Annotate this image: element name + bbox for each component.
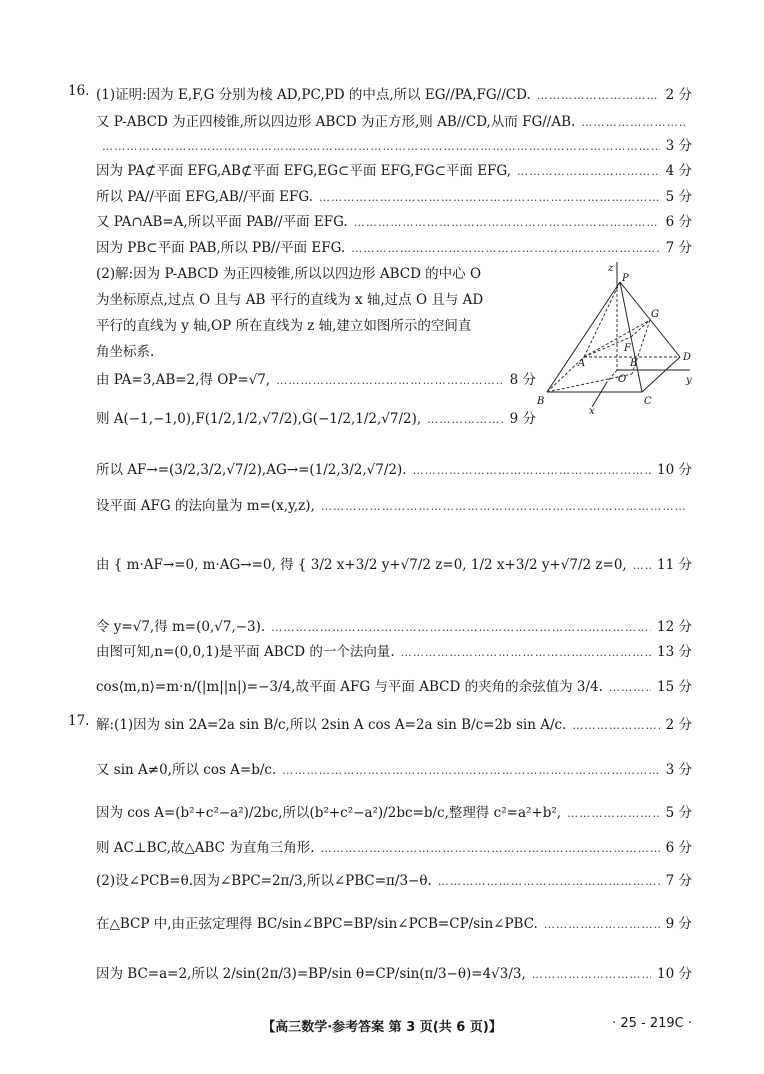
line-text: 则 A(−1,−1,0),F(1/2,1/2,√7/2),G(−1/2,1/2,√7/2), (96, 411, 422, 427)
line-text: 角坐标系. (96, 344, 155, 360)
line-text: cos⟨m,n⟩=m·n/(|m||n|)=−3/4,故平面 AFG 与平面 ABCD 的夹角的余弦值为 3/4. (96, 679, 603, 695)
page-footer (0, 1016, 764, 1038)
answer-line (96, 640, 692, 660)
answer-line (96, 110, 692, 130)
score: 10 分 (657, 462, 692, 478)
score: 7 分 (665, 873, 692, 889)
answer-line (96, 675, 692, 695)
label-C: C (644, 396, 652, 407)
line-text: 设平面 AFG 的法向量为 m=(x,y,z), (96, 498, 315, 514)
line-text: 由 PA=3,AB=2,得 OP=√7, (96, 372, 271, 388)
answer-line (96, 912, 692, 932)
answer-line (96, 713, 692, 733)
line-text: 由图可知,n=(0,0,1)是平面 ABCD 的一个法向量. (96, 644, 395, 660)
label-O: O (618, 374, 627, 385)
score: 2 分 (665, 717, 692, 733)
problem-16-number: 16. (68, 83, 90, 99)
answer-line (96, 314, 536, 334)
line-text: 为坐标原点,过点 O 且与 AB 平行的直线为 x 轴,过点 O 且与 AD (96, 292, 484, 308)
line-text: 因为 PA⊄平面 EFG,AB⊄平面 EFG,EG⊂平面 EFG,FG⊂平面 EFG, (96, 163, 512, 179)
label-y: y (686, 375, 692, 386)
line-text: 解:(1)因为 sin 2A=2a sin B/c,所以 2sin A cos A=2a sin B/c=2b sin A/c. (96, 717, 567, 733)
answer-line (96, 288, 536, 308)
answer-line (96, 458, 692, 478)
score: 5 分 (665, 805, 692, 821)
score: 13 分 (657, 644, 692, 660)
problem-17-number: 17. (68, 713, 90, 729)
answer-line (96, 262, 536, 282)
line-text: 令 y=√7,得 m=(0,√7,−3). (96, 619, 266, 635)
line-text: 由 { m·AF→=0, m·AG→=0, 得 { 3/2 x+3/2 y+√7/2 z=0, 1/2 x+3/2 y+√7/2 z=0, (96, 557, 627, 573)
answer-line (96, 962, 692, 982)
score: 10 分 (657, 966, 692, 982)
line-text: 在△BCP 中,由正弦定理得 BC/sin∠BPC=BP/sin∠PCB=CP/sin∠PBC. (96, 916, 538, 932)
label-P: P (622, 273, 629, 284)
score: 5 分 (665, 189, 692, 205)
score: 11 分 (657, 557, 692, 573)
score: 6 分 (665, 840, 692, 856)
line-text: (2)设∠PCB=θ.因为∠BPC=2π/3,所以∠PBC=π/3−θ. (96, 873, 432, 889)
score: 15 分 (657, 679, 692, 695)
score: 9 分 (665, 916, 692, 932)
answer-line (96, 159, 692, 179)
label-z: z (608, 263, 614, 274)
score: 3 分 (665, 762, 692, 778)
footer-title: 【高三数学·参考答案 第 3 页(共 6 页)】 (262, 1020, 502, 1035)
answer-line (96, 869, 692, 889)
label-x: x (589, 406, 595, 417)
answer-line (96, 210, 692, 230)
line-text: 因为 BC=a=2,所以 2/sin(2π/3)=BP/sin θ=CP/sin(π/3−θ)=4√3/3, (96, 966, 526, 982)
answer-line (96, 368, 536, 388)
score: 12 分 (657, 619, 692, 635)
answer-line (96, 236, 692, 256)
answer-line (96, 615, 692, 635)
label-E: E (630, 358, 638, 369)
line-text: 又 PA∩AB=A,所以平面 PAB//平面 EFG. (96, 214, 348, 230)
pyramid-coordinate-figure (532, 262, 702, 417)
answer-line (96, 758, 692, 778)
line-text: 因为 cos A=(b²+c²−a²)/2bc,所以(b²+c²−a²)/2bc=b/c,整理得 c²=a²+b², (96, 805, 562, 821)
label-A: A (578, 358, 586, 369)
answer-line (96, 340, 536, 360)
answer-line (96, 553, 692, 573)
score: 4 分 (665, 163, 692, 179)
footer-code: · 25 - 219C · (612, 1016, 692, 1031)
label-F: F (624, 343, 631, 354)
line-text: 又 P-ABCD 为正四棱锥,所以四边形 ABCD 为正方形,则 AB//CD,从而 FG//AB. (96, 114, 576, 130)
label-G: G (651, 309, 659, 320)
label-B: B (537, 396, 545, 407)
line-text: 所以 PA//平面 EFG,AB//平面 EFG. (96, 189, 313, 205)
answer-line (96, 801, 692, 821)
line-text: 因为 PB⊂平面 PAB,所以 PB//平面 EFG. (96, 240, 346, 256)
answer-line (96, 134, 692, 154)
score: 8 分 (509, 372, 536, 388)
answer-line (96, 494, 692, 514)
score: 7 分 (665, 240, 692, 256)
line-text: 平行的直线为 y 轴,OP 所在直线为 z 轴,建立如图所示的空间直 (96, 318, 472, 334)
line-text: (2)解:因为 P-ABCD 为正四棱锥,所以以四边形 ABCD 的中心 O (96, 266, 482, 282)
line-text: 所以 AF→=(3/2,3/2,√7/2),AG→=(1/2,3/2,√7/2). (96, 462, 407, 478)
line-text: 则 AC⊥BC,故△ABC 为直角三角形. (96, 840, 315, 856)
score: 2 分 (665, 87, 692, 103)
score: 9 分 (509, 411, 536, 427)
line-text: (1)证明:因为 E,F,G 分别为棱 AD,PC,PD 的中点,所以 EG//PA,FG//CD. (96, 87, 531, 103)
score: 3 分 (665, 138, 692, 154)
label-D: D (683, 352, 692, 363)
answer-line (96, 836, 692, 856)
answer-line (96, 407, 536, 427)
line-text: 又 sin A≠0,所以 cos A=b/c. (96, 762, 277, 778)
answer-line (96, 83, 692, 103)
answer-line (96, 185, 692, 205)
score: 6 分 (665, 214, 692, 230)
